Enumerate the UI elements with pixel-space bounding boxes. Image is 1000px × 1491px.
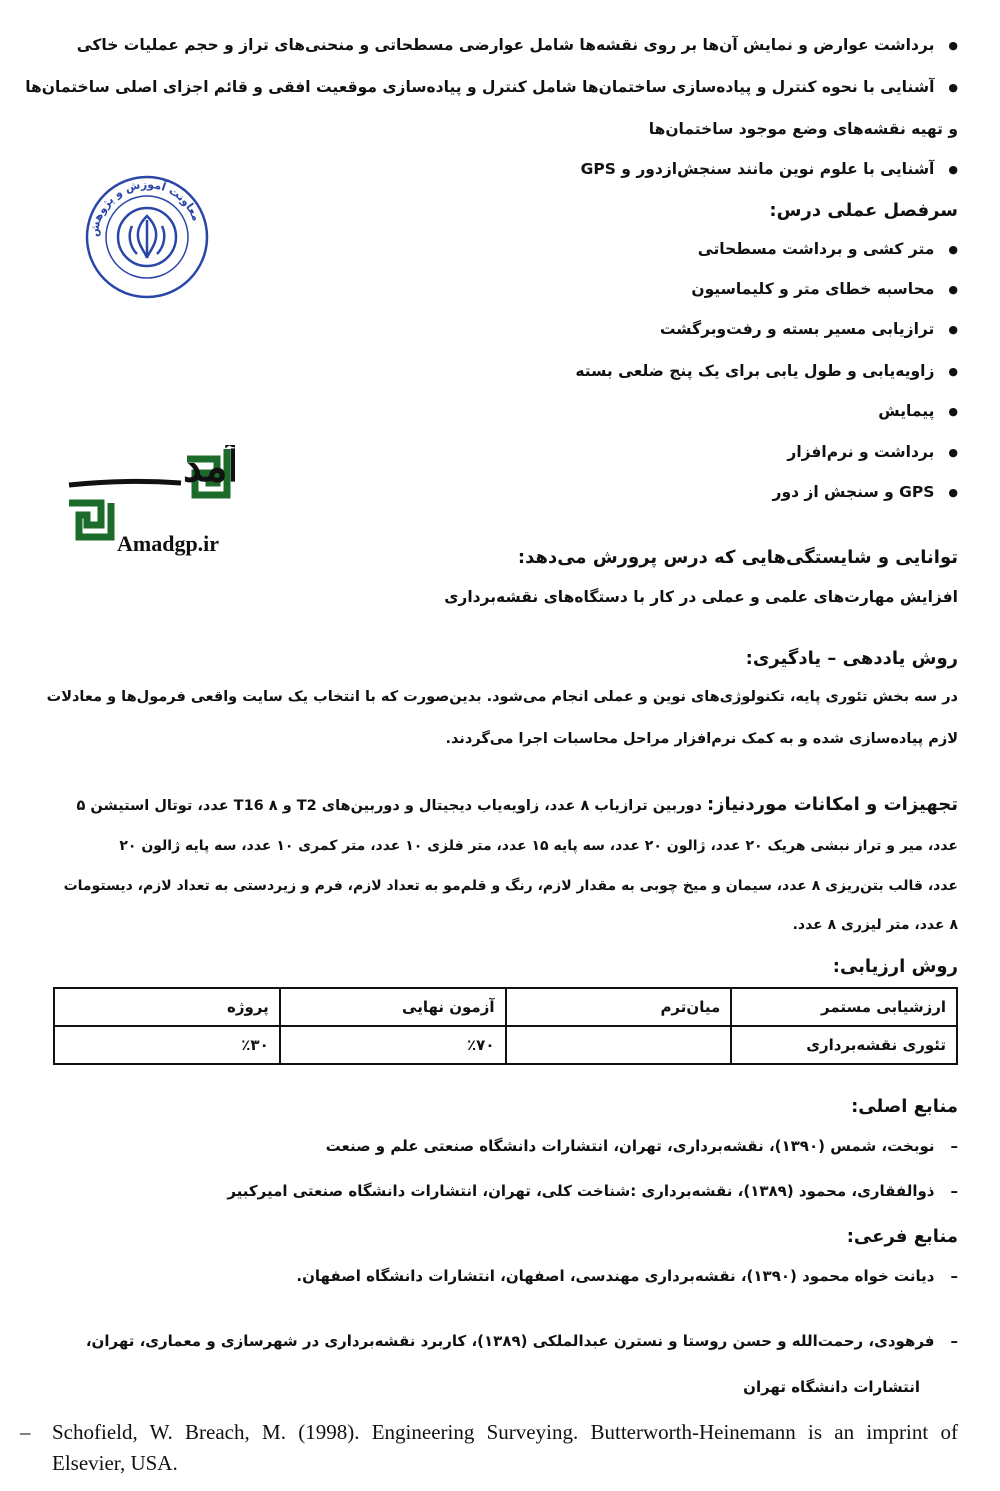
- table-row: [54, 1026, 957, 1064]
- practical-heading: سرفصل عملی درس:: [769, 200, 958, 221]
- english-ref-dash: –: [20, 1420, 31, 1444]
- intro-bullet-1: ● برداشت عوارض و نمایش آن‌ها بر روی نقشه‌ها شامل عوارضی مسطحاتی و منحنی‌های تراز و حجم عملیات خاکی: [77, 36, 958, 54]
- table-header-cell: پروژه: [54, 988, 280, 1026]
- practical-item: ● GPS و سنجش از دور: [773, 483, 958, 501]
- sub-source-continuation: انتشارات دانشگاه تهران: [743, 1378, 920, 1396]
- method-heading: روش یاددهی – یادگیری:: [745, 648, 958, 669]
- sub-sources-heading: منابع فرعی:: [846, 1226, 958, 1247]
- skills-text: افزایش مهارت‌های علمی و عملی در کار با دستگاه‌های نقشه‌برداری: [444, 588, 958, 606]
- svg-text:معاونت آموزش و پژوهش: معاونت آموزش و پژوهش: [87, 177, 203, 238]
- method-line: در سه بخش تئوری پایه، تکنولوژی‌های نوین و عملی انجام می‌شود. بدین‌صورت که با انتخاب یک سایت واقعی فرمول‌ها و معادلات: [46, 689, 958, 705]
- english-reference: Schofield, W. Breach, M. (1998). Engineering Surveying. Butterworth-Heinemann is an imprint of Elsevier, USA.: [52, 1420, 958, 1475]
- amad-logo-icon: [65, 445, 235, 557]
- equipment-label: تجهیزات و امکانات موردنیاز:: [706, 794, 958, 815]
- main-sources-heading: منابع اصلی:: [851, 1096, 958, 1117]
- intro-bullet-2: ● آشنایی با نحوه کنترل و پیاده‌سازی ساختمان‌ها شامل کنترل و پیاده‌سازی موقعیت افقی و قائم اجزای اصلی ساختمان‌ها: [25, 78, 958, 96]
- intro-continuation: و تهیه نقشه‌های وضع موجود ساختمان‌ها: [648, 120, 958, 138]
- method-line: لازم پیاده‌سازی شده و به کمک نرم‌افزار مراحل محاسبات اجرا می‌گردند.: [445, 731, 958, 747]
- sub-source-item: –فرهودی، رحمت‌الله و حسن روستا و نسترن عبدالملکی (۱۳۸۹)، کاربرد نقشه‌برداری در شهرسازی و معماری، تهران،: [85, 1332, 958, 1350]
- table-header-cell: ارزشیابی مستمر: [731, 988, 957, 1026]
- evaluation-heading: روش ارزیابی:: [832, 956, 958, 977]
- table-cell: ٪۳۰: [54, 1026, 280, 1064]
- table-header-cell: میان‌ترم: [506, 988, 732, 1026]
- practical-item: ● محاسبه خطای متر و کلیماسیون: [691, 280, 958, 298]
- equipment-line: ۸ عدد، متر لیزری ۸ عدد.: [792, 917, 958, 933]
- equipment-line: عدد، میر و تراز نبشی هریک ۲۰ عدد، ژالون ۲۰ عدد، سه پایه ۱۵ عدد، متر فلزی ۱۰ عدد، متر کمری ۱۰ عدد، سه پایه ژالون ۲۰: [119, 838, 958, 854]
- svg-text:آمد: آمد: [183, 445, 235, 491]
- practical-item: ● برداشت و نرم‌افزار: [787, 443, 958, 461]
- equipment-line: عدد، قالب بتن‌ریزی ۸ عدد، سیمان و میخ چوبی به مقدار لازم، رنگ و قلم‌مو به تعداد لازم، فرم و زیردستی به تعداد لازم، دیستومات: [63, 878, 958, 894]
- table-cell: ٪۷۰: [280, 1026, 506, 1064]
- practical-item: ● پیمایش: [878, 402, 958, 420]
- practical-item: ● زاویه‌یابی و طول یابی برای یک پنج ضلعی بسته: [575, 362, 958, 380]
- intro-bullet-3: ● آشنایی با علوم نوین مانند سنجش‌ازدور و GPS: [581, 160, 958, 178]
- emblem-seal-icon: [84, 174, 210, 300]
- main-source-item: –ذوالفقاری، محمود (۱۳۸۹)، نقشه‌برداری :شناخت کلی، تهران، انتشارات دانشگاه صنعتی امیرکبیر: [227, 1182, 958, 1200]
- skills-heading: توانایی و شایستگی‌هایی که درس پرورش می‌دهد:: [517, 547, 958, 568]
- evaluation-table: [53, 987, 958, 1065]
- table-cell: تئوری نقشه‌برداری: [731, 1026, 957, 1064]
- equipment-line-1: تجهیزات و امکانات موردنیاز: دوربین ترازیاب ۸ عدد، زاویه‌یاب دیجیتال و دوربین‌های T2 و T16 ۸ عدد، توتال استیشن ۵: [76, 794, 958, 815]
- amad-logo: [65, 445, 235, 557]
- table-header-cell: آزمون نهایی: [280, 988, 506, 1026]
- practical-item: ● متر کشی و برداشت مسطحاتی: [698, 240, 958, 258]
- sub-source-item: –دیانت خواه محمود (۱۳۹۰)، نقشه‌برداری مهندسی، اصفهان، انتشارات دانشگاه اصفهان.: [296, 1267, 958, 1285]
- table-cell: [506, 1026, 732, 1064]
- practical-item: ● ترازیابی مسیر بسته و رفت‌وبرگشت: [660, 320, 958, 338]
- main-source-item: –نوبخت، شمس (۱۳۹۰)، نقشه‌برداری، تهران، انتشارات دانشگاه صنعتی علم و صنعت: [325, 1137, 958, 1155]
- svg-text:Amadgp.ir: Amadgp.ir: [117, 531, 220, 556]
- table-header-row: [54, 988, 957, 1026]
